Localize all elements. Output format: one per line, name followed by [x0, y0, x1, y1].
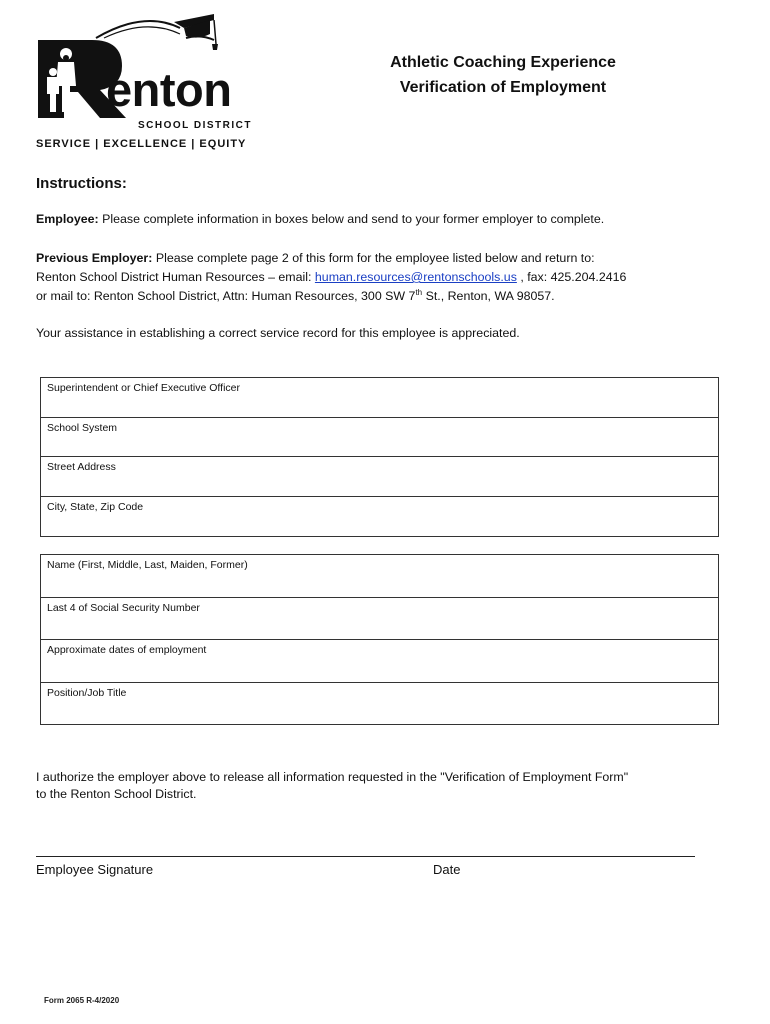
form-title-line2: Verification of Employment [399, 79, 607, 96]
address-superscript: th [415, 287, 423, 297]
previous-employer-label: Previous Employer: [36, 251, 153, 265]
employee-info-box [40, 554, 719, 725]
field-school-system[interactable] [41, 418, 718, 457]
authorization-line1: I authorize the employer above to release all information requested in the "Verification of Employment Form" [36, 770, 629, 784]
field-label: Superintendent or Chief Executive Officer [47, 382, 240, 394]
field-label: Position/Job Title [47, 687, 127, 699]
field-superintendent[interactable] [41, 378, 718, 418]
field-label: Approximate dates of employment [47, 644, 207, 656]
field-label: Street Address [47, 461, 116, 473]
date-label: Date [433, 862, 461, 877]
previous-employer-instruction [36, 249, 626, 306]
assistance-note: Your assistance in establishing a correct service record for this employee is appreciated. [36, 326, 520, 340]
employer-info-box [40, 377, 719, 537]
mail-address-city: St., Renton, WA 98057. [422, 289, 555, 303]
previous-employer-text: Please complete page 2 of this form for the employee listed below and return to: [152, 251, 595, 265]
logo-subtitle: SCHOOL DISTRICT [138, 120, 252, 131]
form-title [348, 50, 658, 100]
form-number: Form 2065 R-4/2020 [44, 996, 120, 1005]
instructions-heading: Instructions: [36, 175, 127, 192]
fax-text: , fax: 425.204.2416 [516, 270, 627, 284]
field-employment-dates[interactable] [41, 640, 718, 683]
field-label: Name (First, Middle, Last, Maiden, Former) [47, 559, 248, 571]
authorization-statement [36, 769, 628, 803]
district-logo [34, 14, 264, 150]
employee-label: Employee: [36, 212, 99, 226]
logo-tagline: SERVICE | EXCELLENCE | EQUITY [36, 138, 247, 150]
mail-address-text: or mail to: Renton School District, Attn: Human Resources, 300 SW 7 [36, 289, 416, 303]
field-name[interactable] [41, 555, 718, 598]
employee-instruction-text: Please complete information in boxes below and send to your former employer to complete. [98, 212, 605, 226]
field-ssn-last4[interactable] [41, 598, 718, 640]
employee-instruction [36, 210, 604, 229]
hr-contact-text: Renton School District Human Resources – email: [36, 270, 315, 284]
field-label: Last 4 of Social Security Number [47, 602, 200, 614]
form-title-line1: Athletic Coaching Experience [390, 54, 616, 71]
signature-line[interactable] [36, 856, 695, 857]
authorization-line2: to the Renton School District. [36, 787, 197, 801]
field-position-title[interactable] [41, 683, 718, 724]
employee-signature-label: Employee Signature [36, 862, 154, 877]
hr-email-link[interactable]: human.resources@rentonschools.us [314, 270, 517, 284]
field-label: City, State, Zip Code [47, 501, 144, 513]
field-label: School System [47, 422, 118, 434]
field-city-state-zip[interactable] [41, 497, 718, 536]
logo-wordmark: enton [106, 63, 232, 116]
field-street-address[interactable] [41, 457, 718, 497]
